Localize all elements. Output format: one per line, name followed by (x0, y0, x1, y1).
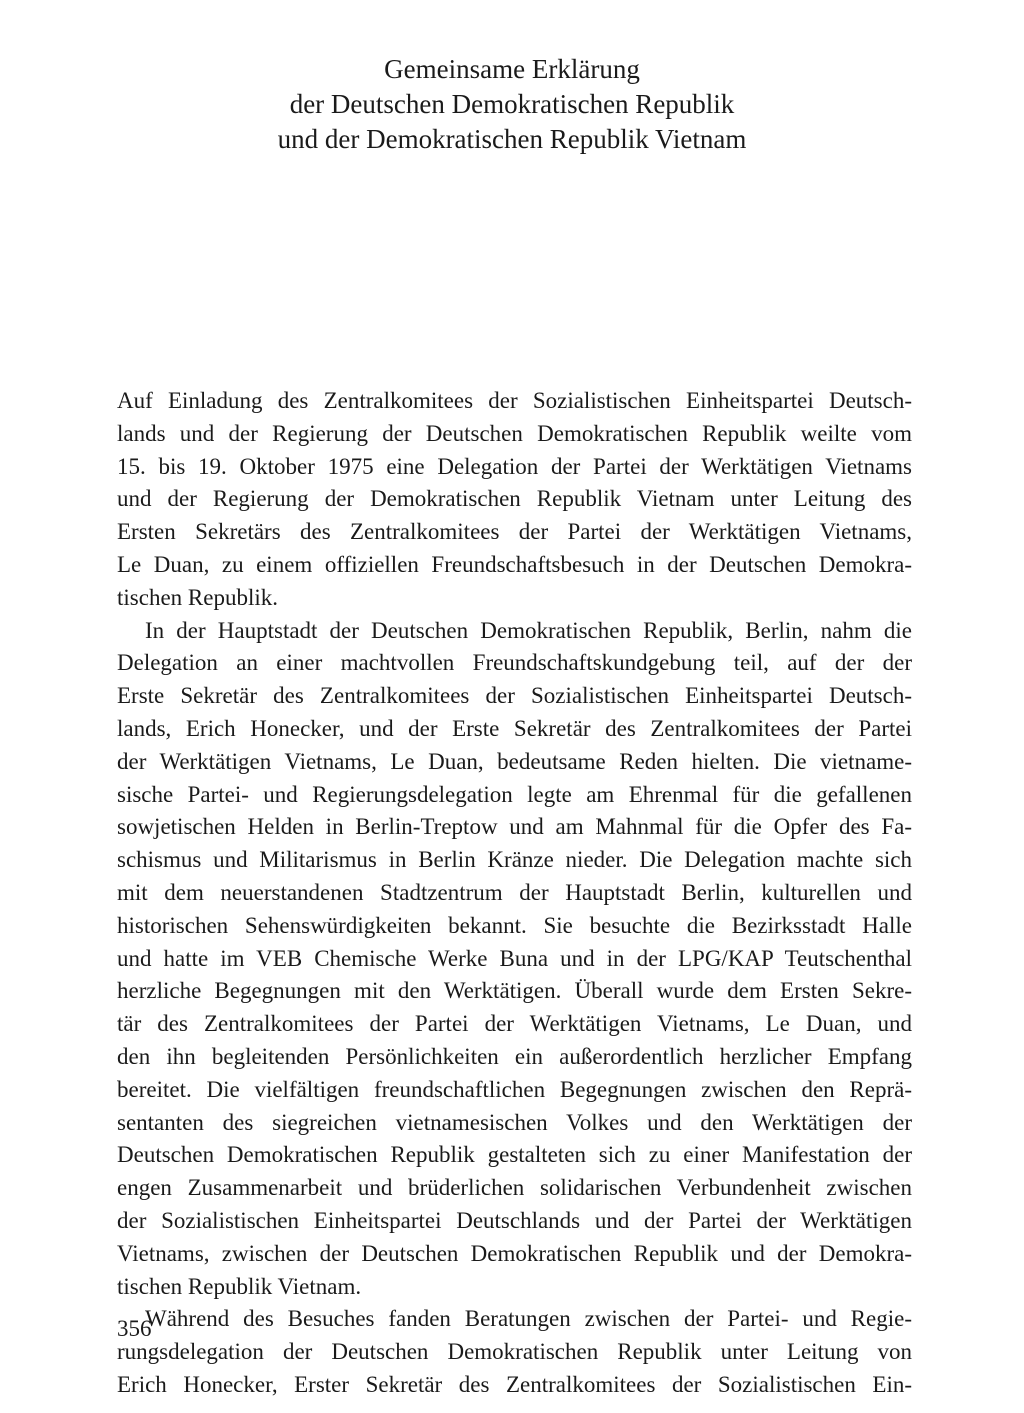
text-line: Auf Einladung des Zentralkomitees der Sozialistischen Einheitspartei Deutsch- (117, 388, 912, 413)
text-line: und hatte im VEB Chemische Werke Buna und in der LPG/KAP Teutschenthal (117, 945, 912, 971)
text-line: tischen Republik Vietnam. (117, 1273, 362, 1299)
text-line: Vietnams, zwischen der Deutschen Demokratischen Republik und der Demokra- (117, 1240, 912, 1266)
text-line: Le Duan, zu einem offiziellen Freundschaftsbesuch in der Deutschen Demokra- (117, 551, 912, 577)
text-line: 15. bis 19. Oktober 1975 eine Delegation der Partei der Werktätigen Vietnams (117, 453, 912, 479)
text-line: rungsdelegation der Deutschen Demokratischen Republik unter Leitung von (117, 1339, 912, 1365)
text-line: Deutschen Demokratischen Republik gestalteten sich zu einer Manifestation der (117, 1142, 912, 1168)
text-line: Während des Besuches fanden Beratungen zwischen der Partei- und Regie- (145, 1306, 912, 1332)
text-line: engen Zusammenarbeit und brüderlichen solidarischen Verbundenheit zwischen (117, 1175, 912, 1201)
text-line: In der Hauptstadt der Deutschen Demokratischen Republik, Berlin, nahm die (145, 617, 912, 643)
body-text (117, 385, 912, 1402)
text-line: und der Regierung der Demokratischen Republik Vietnam unter Leitung des (117, 486, 912, 512)
text-line: der Werktätigen Vietnams, Le Duan, bedeutsame Reden hielten. Die vietname- (117, 748, 912, 774)
text-line: tär des Zentralkomitees der Partei der Werktätigen Vietnams, Le Duan, und (117, 1011, 912, 1037)
text-line: sentanten des siegreichen vietnamesischen Volkes und den Werktätigen der (117, 1109, 912, 1135)
text-line: mit dem neuerstandenen Stadtzentrum der Hauptstadt Berlin, kulturellen und (117, 879, 912, 905)
title-line-2: der Deutschen Demokratischen Republik (289, 89, 735, 119)
text-line: historischen Sehenswürdigkeiten bekannt. Sie besuchte die Bezirksstadt Halle (117, 912, 912, 938)
title-line-1: Gemeinsame Erklärung (384, 54, 640, 84)
text-line: sowjetischen Helden in Berlin-Treptow und am Mahnmal für die Opfer des Fa- (117, 814, 912, 840)
page-number: 356 (117, 1316, 152, 1341)
text-line: Delegation an einer machtvollen Freundschaftskundgebung teil, auf der der (117, 650, 912, 676)
title-line-3: und der Demokratischen Republik Vietnam (277, 124, 747, 154)
text-line: der Sozialistischen Einheitspartei Deutschlands und der Partei der Werktätigen (117, 1207, 912, 1233)
document-title (0, 52, 1024, 157)
text-line: lands, Erich Honecker, und der Erste Sekretär des Zentralkomitees der Partei (117, 715, 912, 741)
text-line: Ersten Sekretärs des Zentralkomitees der Partei der Werktätigen Vietnams, (117, 519, 912, 545)
text-line: Erich Honecker, Erster Sekretär des Zentralkomitees der Sozialistischen Ein- (117, 1371, 912, 1397)
text-line: Erste Sekretär des Zentralkomitees der Sozialistischen Einheitspartei Deutsch- (117, 683, 912, 709)
text-line: herzliche Begegnungen mit den Werktätigen. Überall wurde dem Ersten Sekre- (117, 978, 912, 1004)
text-line: bereitet. Die vielfältigen freundschaftlichen Begegnungen zwischen den Reprä- (117, 1076, 912, 1102)
text-line: schismus und Militarismus in Berlin Kränze nieder. Die Delegation machte sich (117, 847, 912, 873)
text-line: tischen Republik. (117, 584, 278, 610)
text-line: sische Partei- und Regierungsdelegation legte am Ehrenmal für die gefallenen (117, 781, 912, 807)
text-line: lands und der Regierung der Deutschen Demokratischen Republik weilte vom (117, 420, 912, 446)
text-line: den ihn begleitenden Persönlichkeiten ein außerordentlich herzlicher Empfang (117, 1043, 912, 1069)
